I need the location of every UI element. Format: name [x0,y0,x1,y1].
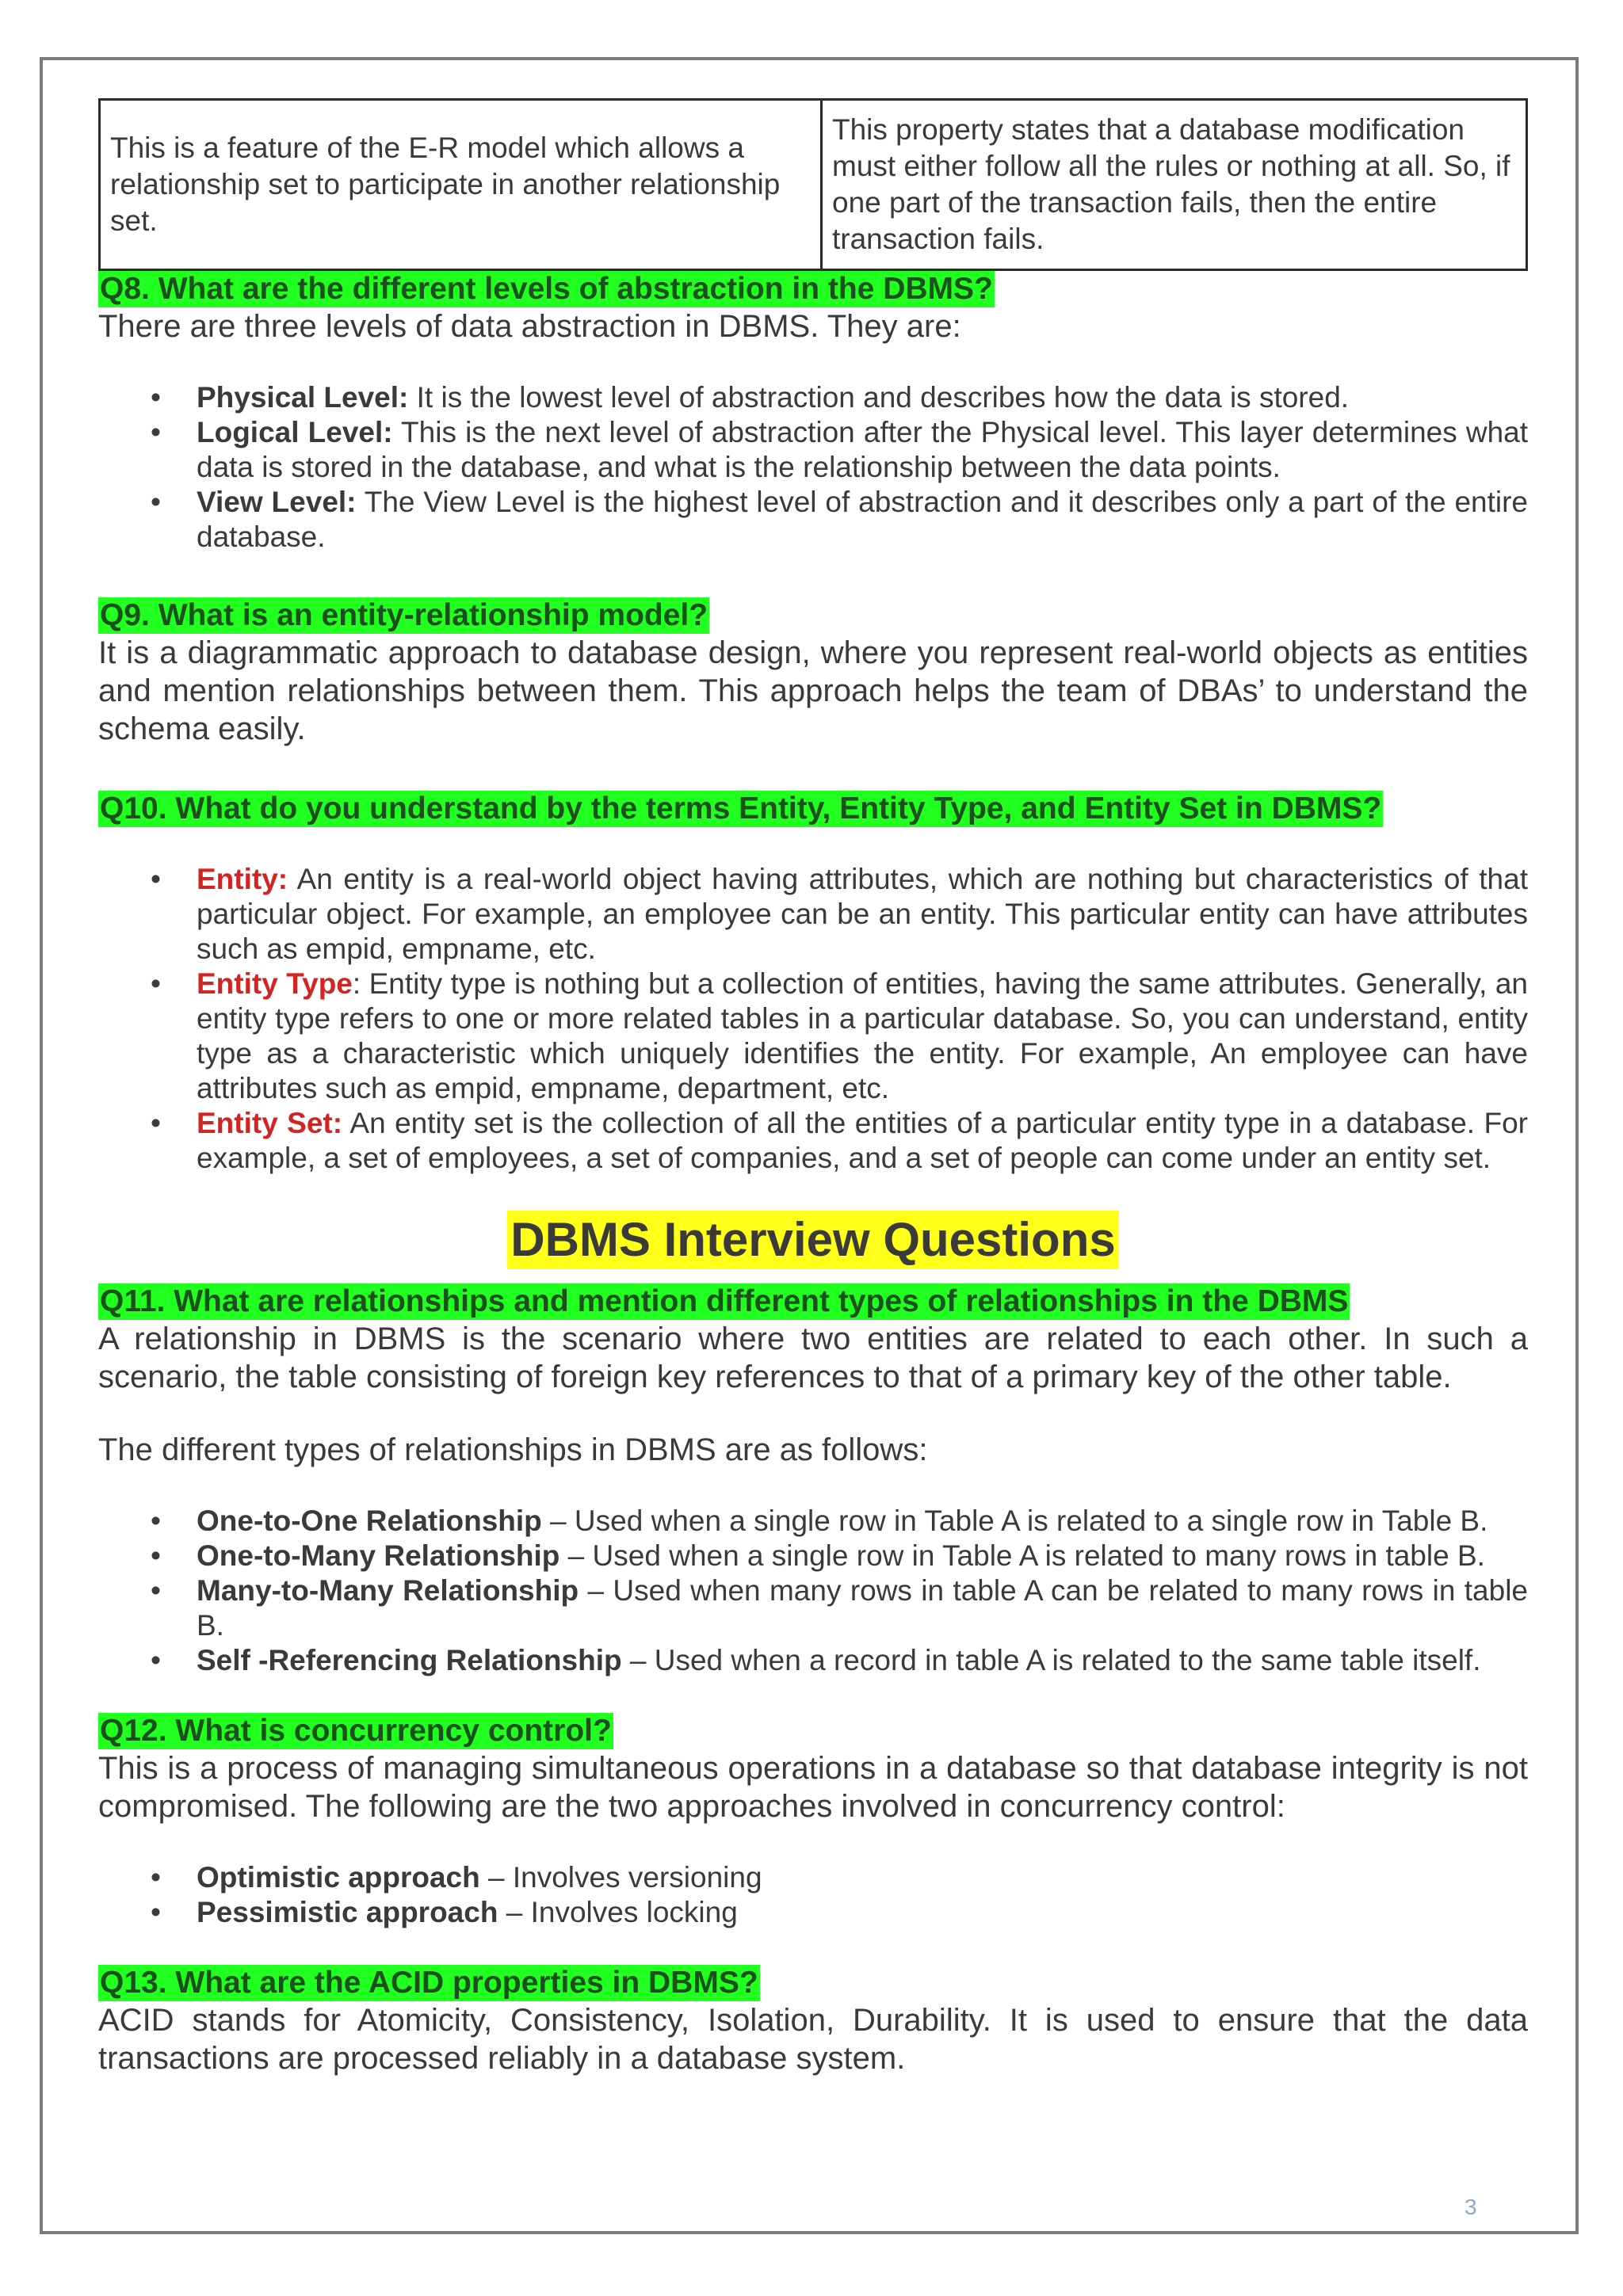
q12-list [98,1860,1528,1930]
q11-body: A relationship in DBMS is the scenario where two entities are related to each other. In such a scenario, the table consisting of foreign key references to that of a primary key of the other table. [98,1322,1528,1394]
page-number: 3 [1465,2195,1477,2219]
bullet-icon: • [151,1861,161,1894]
item-term: Physical Level: [197,381,409,414]
item-term: Entity Type [197,967,353,1000]
q11-heading: Q11. What are relationships and mention different types of relationships in the DBMS [100,1284,1349,1318]
q10-list [98,862,1528,1176]
list-item [98,1504,1528,1539]
q12-body: This is a process of managing simultaneous operations in a database so that database integrity is not compromised. The following are the two approaches involved in concurrency control: [98,1751,1528,1824]
table-row [100,100,1527,270]
bullet-icon: • [151,863,161,895]
q13-heading: Q13. What are the ACID properties in DBMS? [100,1966,758,2000]
item-text: An entity set is the collection of all the entities of a particular entity type in a database. For example, a set of employees, a set of companies, and a set of people can come under an entity set. [197,1107,1528,1174]
q11-intro: The different types of relationships in DBMS are as follows: [98,1432,928,1467]
item-term: Many-to-Many Relationship [197,1574,579,1607]
list-item [98,1539,1528,1573]
q8-list [98,380,1528,555]
item-term: One-to-Many Relationship [197,1539,560,1572]
item-text: – Used when a record in table A is related to the same table itself. [621,1644,1481,1676]
list-item [98,1895,1528,1930]
bullet-icon: • [151,486,161,518]
item-term: Entity: [197,863,288,895]
bullet-icon: • [151,416,161,448]
list-item [98,1643,1528,1678]
item-text: – Used when a single row in Table A is related to many rows in table B. [559,1539,1485,1572]
item-text: The View Level is the highest level of abstraction and it describes only a part of the entire database. [197,486,1528,553]
bullet-icon: • [151,1539,161,1572]
q9-heading: Q9. What is an entity-relationship model? [100,598,708,632]
item-term: View Level: [197,486,357,518]
list-item [98,1106,1528,1176]
table-cell-right: This property states that a database modification must either follow all the rules or nothing at all. So, if one part of the transaction fails, then the entire transaction fails. [822,100,1527,270]
list-item [98,862,1528,967]
bullet-icon: • [151,967,161,1000]
list-item [98,380,1528,415]
list-item [98,485,1528,555]
bullet-icon: • [151,1896,161,1928]
list-item [98,967,1528,1106]
q12-heading: Q12. What is concurrency control? [100,1714,612,1748]
item-text: An entity is a real-world object having attributes, which are nothing but characteristics of that particular object. For example, an employee can be an entity. This particular entity can have attributes such as empid, empname, etc. [197,863,1528,965]
item-text: – Involves locking [498,1896,738,1928]
table-cell-left: This is a feature of the E-R model which allows a relationship set to participate in another relationship set. [100,100,822,270]
item-term: One-to-One Relationship [197,1505,542,1537]
q8-heading: Q8. What are the different levels of abstraction in the DBMS? [100,272,993,306]
item-term: Optimistic approach [197,1861,480,1894]
q8-intro: There are three levels of data abstraction in DBMS. They are: [98,309,961,344]
bullet-icon: • [151,1644,161,1676]
item-text: – Involves versioning [479,1861,762,1894]
item-text: – Used when many rows in table A can be related to many rows in table B. [197,1574,1528,1642]
bullet-icon: • [151,381,161,414]
list-item [98,1573,1528,1643]
comparison-table [98,98,1528,271]
bullet-icon: • [151,1107,161,1139]
item-text: – Used when a single row in Table A is related to a single row in Table B. [541,1505,1488,1537]
item-term: Self -Referencing Relationship [197,1644,622,1676]
item-term: Pessimistic approach [197,1896,498,1928]
q11-list [98,1504,1528,1678]
banner-wrap [98,1211,1528,1269]
item-text: This is the next level of abstraction after the Physical level. This layer determines what data is stored in the database, and what is the relationship between the data points. [197,416,1529,483]
document-body [98,98,1528,2077]
q13-body: ACID stands for Atomicity, Consistency, Isolation, Durability. It is used to ensure that the data transactions are processed reliably in a database system. [98,2003,1528,2076]
bullet-icon: • [151,1505,161,1537]
item-term: Entity Set: [197,1107,343,1139]
section-banner: DBMS Interview Questions [507,1211,1118,1269]
q9-body: It is a diagrammatic approach to database design, where you represent real-world objects as entities and mention relationships between them. This approach helps the team of DBAs’ to understand the schema easily. [98,635,1528,746]
q10-heading: Q10. What do you understand by the terms Entity, Entity Type, and Entity Set in DBMS? [100,791,1382,826]
item-text: : Entity type is nothing but a collection of entities, having the same attributes. Generally, an entity type refers to one or more related tables in a particular database. So, you can understand, entity type as a characteristic which uniquely identifies the entity. For example, An employee can have attributes such as empid, empname, department, etc. [197,967,1528,1104]
item-text: It is the lowest level of abstraction and describes how the data is stored. [408,381,1350,414]
list-item [98,1860,1528,1895]
item-term: Logical Level: [197,416,393,448]
bullet-icon: • [151,1574,161,1607]
list-item [98,415,1528,485]
